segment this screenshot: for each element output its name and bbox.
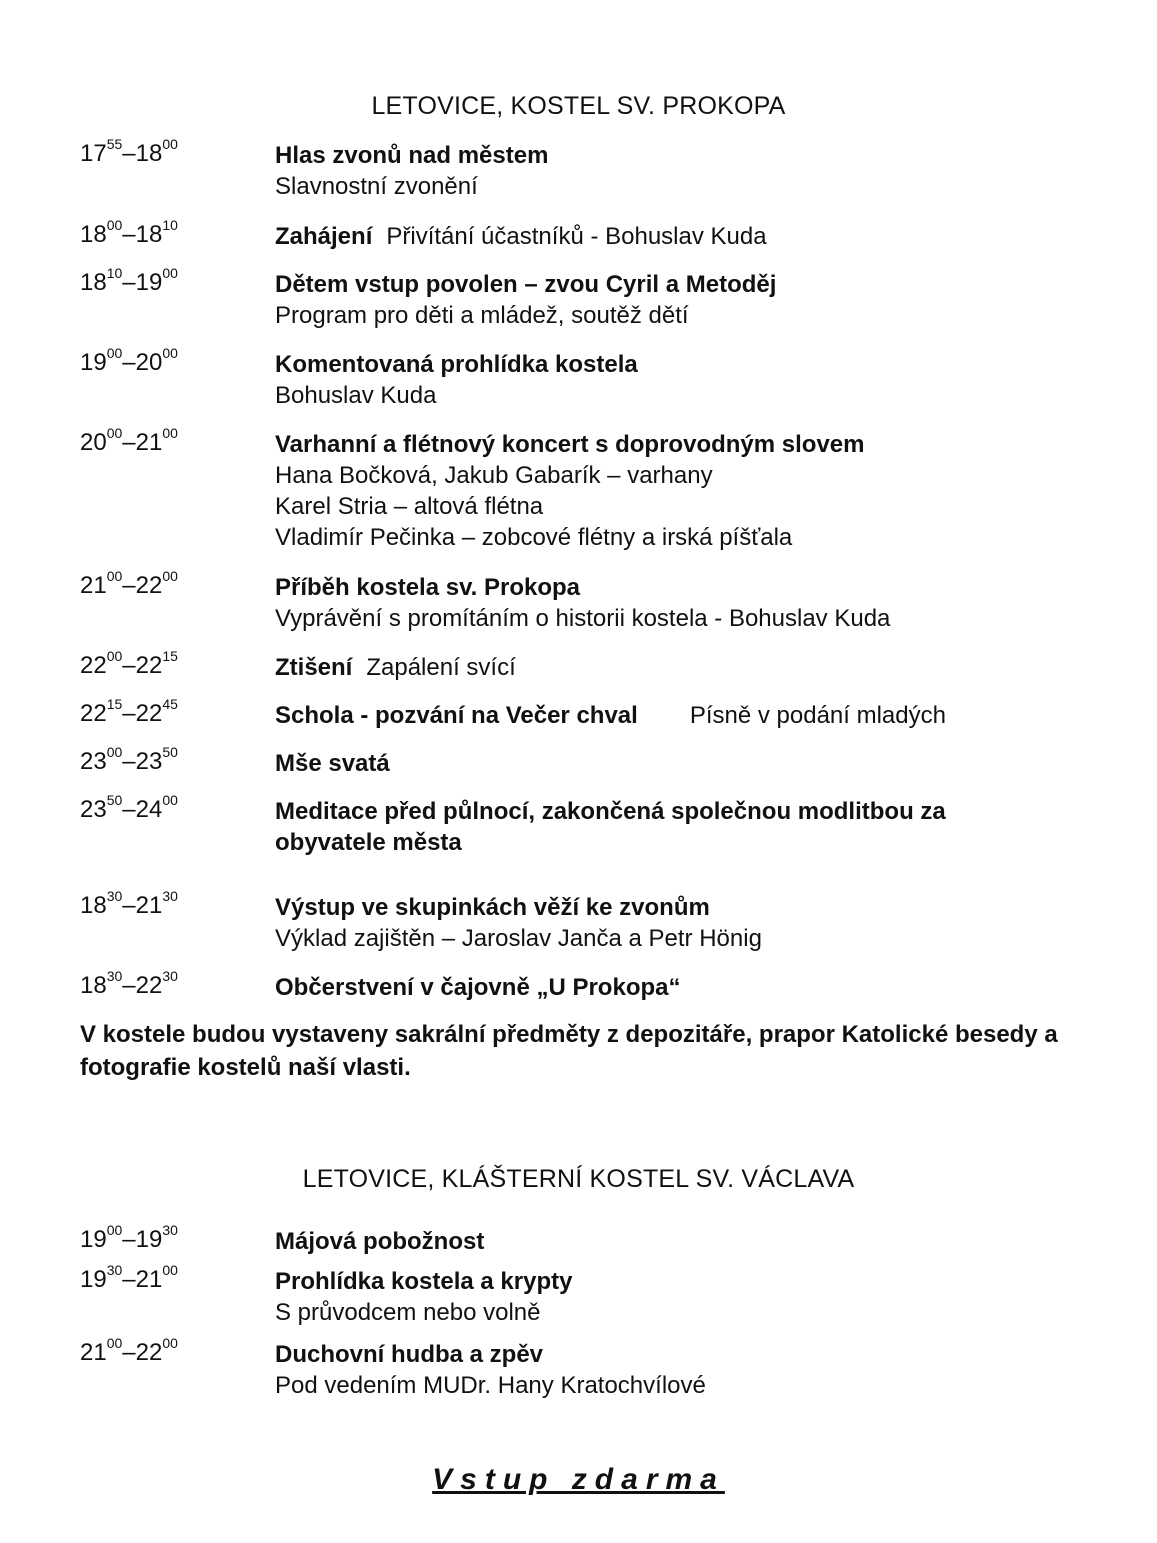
event-title: Májová pobožnost [275, 1228, 485, 1255]
event-body [275, 972, 1135, 1003]
time-dash: – [122, 892, 136, 919]
event-title: Varhanní a flétnový koncert s doprovodným slovem [275, 431, 865, 458]
event-inline-detail: Písně v podání mladých [689, 702, 946, 729]
event-detail: Bohuslav Kuda [275, 382, 437, 409]
start-hour: 21 [80, 572, 107, 599]
start-hour: 17 [80, 140, 107, 167]
event-time [80, 968, 178, 1000]
end-minute: 30 [162, 968, 178, 984]
start-minute: 55 [106, 136, 123, 152]
start-minute: 10 [106, 265, 123, 281]
event-time [80, 217, 178, 249]
event-title-line [275, 140, 1135, 171]
event-body [275, 572, 1135, 634]
event-time [80, 744, 178, 776]
event-time [80, 136, 178, 168]
event-detail: Výklad zajištěn – Jaroslav Janča a Petr Hönig [275, 925, 762, 952]
event-detail: Vladimír Pečinka – zobcové flétny a irská píšťala [275, 524, 793, 551]
end-minute: 00 [162, 568, 178, 584]
end-hour: 18 [135, 140, 163, 167]
start-minute: 00 [106, 648, 123, 664]
event-title-line [275, 700, 1135, 731]
event-title: Příběh kostela sv. Prokopa [275, 574, 581, 601]
event-title: Výstup ve skupinkách věží ke zvonům [275, 894, 710, 921]
event-title: Schola - pozvání na Večer chval [275, 702, 638, 729]
event-title-line [275, 1339, 1135, 1370]
event-title: Komentovaná prohlídka kostela [275, 351, 638, 378]
event-title: Mše svatá [275, 750, 390, 777]
start-minute: 00 [106, 1222, 123, 1238]
start-hour: 18 [80, 892, 107, 919]
time-dash: – [122, 269, 136, 296]
event-title-line [275, 349, 1135, 380]
event-detail: Program pro děti a mládež, soutěž dětí [275, 302, 689, 329]
end-hour: 19 [135, 1226, 163, 1253]
event-title-line [275, 572, 1135, 603]
event-time [80, 265, 178, 297]
end-hour: 22 [135, 572, 163, 599]
start-minute: 00 [106, 568, 123, 584]
event-detail: Vyprávění s promítáním o historii kostela - Bohuslav Kuda [275, 605, 891, 632]
end-hour: 24 [135, 796, 163, 823]
event-title-line [275, 892, 1135, 923]
event-time [80, 568, 178, 600]
end-hour: 20 [135, 349, 163, 376]
start-minute: 50 [106, 792, 123, 808]
start-hour: 19 [80, 1226, 107, 1253]
event-inline-detail: Přivítání účastníků - Bohuslav Kuda [386, 223, 767, 250]
end-minute: 10 [162, 217, 178, 233]
end-hour: 19 [135, 269, 163, 296]
end-minute: 00 [162, 1335, 178, 1351]
event-title-line [275, 1226, 1135, 1257]
start-hour: 21 [80, 1339, 107, 1366]
event-time [80, 345, 178, 377]
event-body [275, 796, 1135, 858]
event-time [80, 648, 178, 680]
event-title-line [275, 972, 1135, 1003]
start-hour: 23 [80, 748, 107, 775]
event-title-line [275, 796, 1135, 827]
time-dash: – [122, 1339, 136, 1366]
event-title: Ztišení [275, 654, 353, 681]
time-dash: – [122, 572, 136, 599]
time-dash: – [122, 796, 136, 823]
event-body [275, 652, 1135, 683]
time-dash: – [122, 221, 136, 248]
time-dash: – [122, 1266, 136, 1293]
end-hour: 21 [135, 892, 163, 919]
event-title: Duchovní hudba a zpěv [275, 1341, 544, 1368]
time-dash: – [122, 972, 136, 999]
event-body [275, 1339, 1135, 1401]
free-entry-footer: Vstup zdarma [432, 1463, 725, 1496]
event-title: Dětem vstup povolen – zvou Cyril a Metoděj [275, 271, 777, 298]
exhibition-note: V kostele budou vystaveny sakrální předměty z depozitáře, prapor Katolické besedy a fotografie kostelů naší vlasti. [80, 1021, 1058, 1081]
end-hour: 22 [135, 652, 163, 679]
event-body [275, 1266, 1135, 1328]
start-minute: 00 [106, 345, 123, 361]
event-time [80, 1335, 178, 1367]
event-title: Občerstvení v čajovně „U Prokopa“ [275, 974, 681, 1001]
time-dash: – [122, 652, 136, 679]
end-minute: 00 [162, 425, 178, 441]
event-title-line [275, 748, 1135, 779]
end-minute: 00 [162, 792, 178, 808]
start-hour: 22 [80, 652, 107, 679]
event-detail: Karel Stria – altová flétna [275, 493, 544, 520]
start-hour: 18 [80, 269, 107, 296]
start-minute: 30 [106, 888, 123, 904]
event-title: Zahájení [275, 223, 373, 250]
start-hour: 18 [80, 221, 107, 248]
end-minute: 30 [162, 888, 178, 904]
event-time [80, 696, 178, 728]
end-hour: 22 [135, 972, 163, 999]
end-minute: 00 [162, 345, 178, 361]
start-hour: 19 [80, 1266, 107, 1293]
event-title-line [275, 1266, 1135, 1297]
event-body [275, 269, 1135, 331]
end-minute: 30 [162, 1222, 178, 1238]
end-minute: 00 [162, 136, 178, 152]
event-title: Meditace před půlnocí, zakončená společnou modlitbou za [275, 798, 946, 825]
time-dash: – [122, 700, 136, 727]
start-minute: 00 [106, 425, 123, 441]
end-hour: 23 [135, 748, 163, 775]
event-title-line [275, 429, 1135, 460]
time-dash: – [122, 1226, 136, 1253]
end-minute: 50 [162, 744, 178, 760]
start-minute: 00 [106, 744, 123, 760]
event-detail: Pod vedením MUDr. Hany Kratochvílové [275, 1372, 706, 1399]
start-hour: 20 [80, 429, 107, 456]
time-dash: – [122, 429, 136, 456]
event-time [80, 1222, 178, 1254]
event-title: Prohlídka kostela a krypty [275, 1268, 573, 1295]
end-minute: 00 [162, 1262, 178, 1278]
event-body [275, 140, 1135, 202]
event-title-line [275, 221, 1135, 252]
event-detail: Slavnostní zvonění [275, 173, 478, 200]
end-hour: 18 [135, 221, 163, 248]
event-body [275, 748, 1135, 779]
start-minute: 15 [106, 696, 123, 712]
event-body [275, 221, 1135, 252]
time-dash: – [122, 140, 136, 167]
start-hour: 18 [80, 972, 107, 999]
start-hour: 23 [80, 796, 107, 823]
event-body [275, 429, 1135, 553]
event-inline-detail: Zapálení svící [366, 654, 516, 681]
event-time [80, 1262, 178, 1294]
event-detail: S průvodcem nebo volně [275, 1299, 541, 1326]
event-body [275, 892, 1135, 954]
event-body [275, 700, 1135, 731]
end-hour: 21 [135, 1266, 163, 1293]
start-minute: 00 [106, 217, 123, 233]
start-minute: 00 [106, 1335, 123, 1351]
end-minute: 15 [162, 648, 178, 664]
start-minute: 30 [106, 1262, 123, 1278]
end-hour: 21 [135, 429, 163, 456]
end-minute: 45 [162, 696, 178, 712]
start-hour: 22 [80, 700, 107, 727]
event-time [80, 425, 178, 457]
event-detail: Hana Bočková, Jakub Gabarík – varhany [275, 462, 713, 489]
event-time [80, 792, 178, 824]
start-minute: 30 [106, 968, 123, 984]
end-minute: 00 [162, 265, 178, 281]
event-title-continued: obyvatele města [275, 829, 462, 856]
section-title-prokop: LETOVICE, KOSTEL SV. PROKOPA [371, 92, 786, 120]
time-dash: – [122, 748, 136, 775]
end-hour: 22 [135, 700, 163, 727]
event-title-line [275, 269, 1135, 300]
event-title-line [275, 652, 1135, 683]
event-body [275, 1226, 1135, 1257]
event-time [80, 888, 178, 920]
start-hour: 19 [80, 349, 107, 376]
section-title-vaclav: LETOVICE, KLÁŠTERNÍ KOSTEL SV. VÁCLAVA [302, 1165, 855, 1193]
event-title: Hlas zvonů nad městem [275, 142, 549, 169]
end-hour: 22 [135, 1339, 163, 1366]
event-body [275, 349, 1135, 411]
time-dash: – [122, 349, 136, 376]
